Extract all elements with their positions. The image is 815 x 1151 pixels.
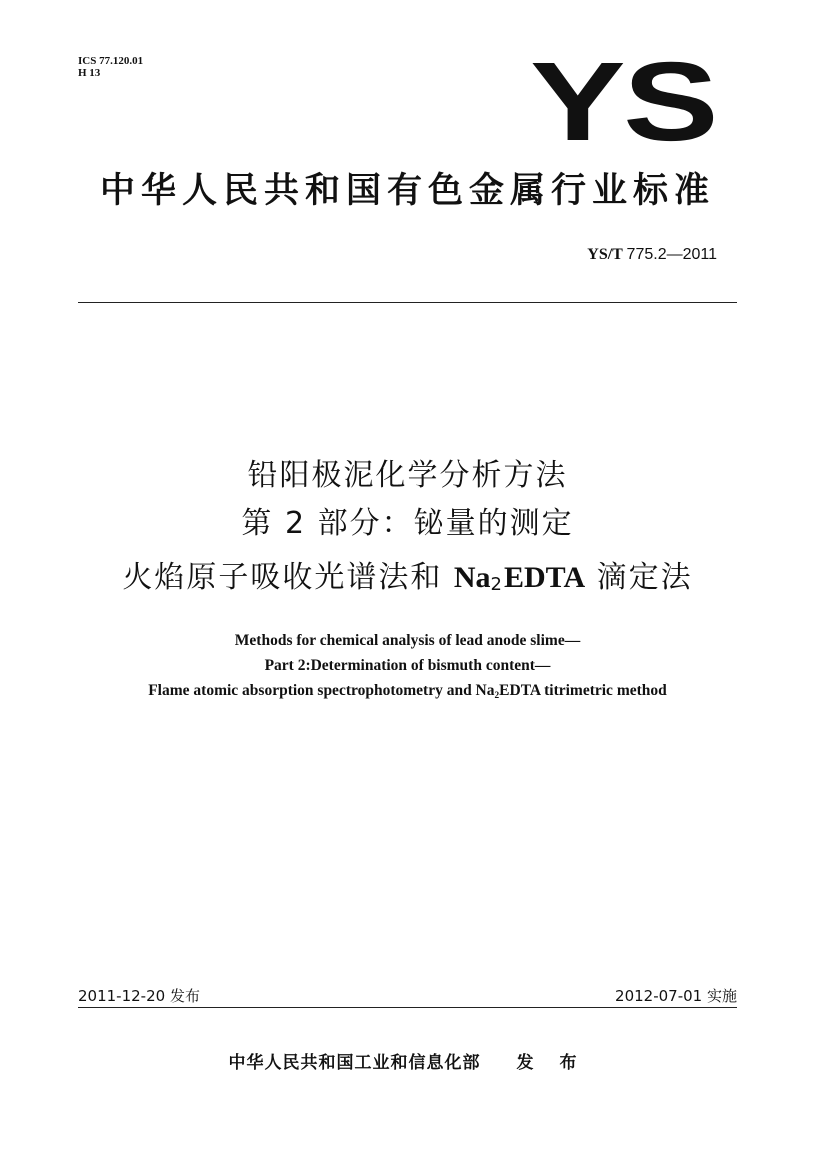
standard-number-value: 775.2—2011 <box>626 246 717 263</box>
standard-category-title: 中华人民共和国有色金属行业标准 <box>99 171 715 211</box>
chinese-title-line-3 <box>0 558 815 605</box>
english-title-line-2: Part 2:Determination of bismuth content— <box>264 657 551 674</box>
english-sodium-subscript: 2 <box>494 691 500 701</box>
ys-logo: YS <box>530 39 717 164</box>
implementation-date: 2012-07-01 实施 <box>615 987 737 1005</box>
standard-prefix: YS/T <box>587 246 623 263</box>
ccs-code: H 13 <box>78 67 101 79</box>
publisher-name: 中华人民共和国工业和信息化部 <box>228 1053 481 1073</box>
classification-codes <box>78 55 143 79</box>
chinese-title-line-3-end: 滴定法 <box>585 560 693 595</box>
chinese-title-line-2: 第 2 部分：铋量的测定 <box>241 506 574 541</box>
top-divider <box>78 302 737 303</box>
chinese-title-line-1: 铅阳极泥化学分析方法 <box>247 458 568 493</box>
english-title-line-3-start: Flame atomic absorption spectrophotometry and Na <box>148 682 495 699</box>
standard-number <box>587 246 717 264</box>
english-title-line-1: Methods for chemical analysis of lead anode slime— <box>234 632 581 649</box>
sodium-symbol: Na <box>453 561 491 594</box>
publish-label: 发 布 <box>516 1053 587 1073</box>
issue-date: 2011-12-20 发布 <box>78 987 200 1005</box>
chinese-title-line-3-start: 火焰原子吸收光谱法和 <box>122 560 454 595</box>
edta-label: EDTA <box>504 561 586 594</box>
english-title-line-3-end: EDTA titrimetric method <box>499 682 667 699</box>
english-title-line-3 <box>0 679 815 708</box>
bottom-divider <box>78 1007 737 1008</box>
ics-code: ICS 77.120.01 <box>78 55 144 67</box>
sodium-subscript: 2 <box>490 574 504 595</box>
publisher-line <box>0 1048 815 1073</box>
